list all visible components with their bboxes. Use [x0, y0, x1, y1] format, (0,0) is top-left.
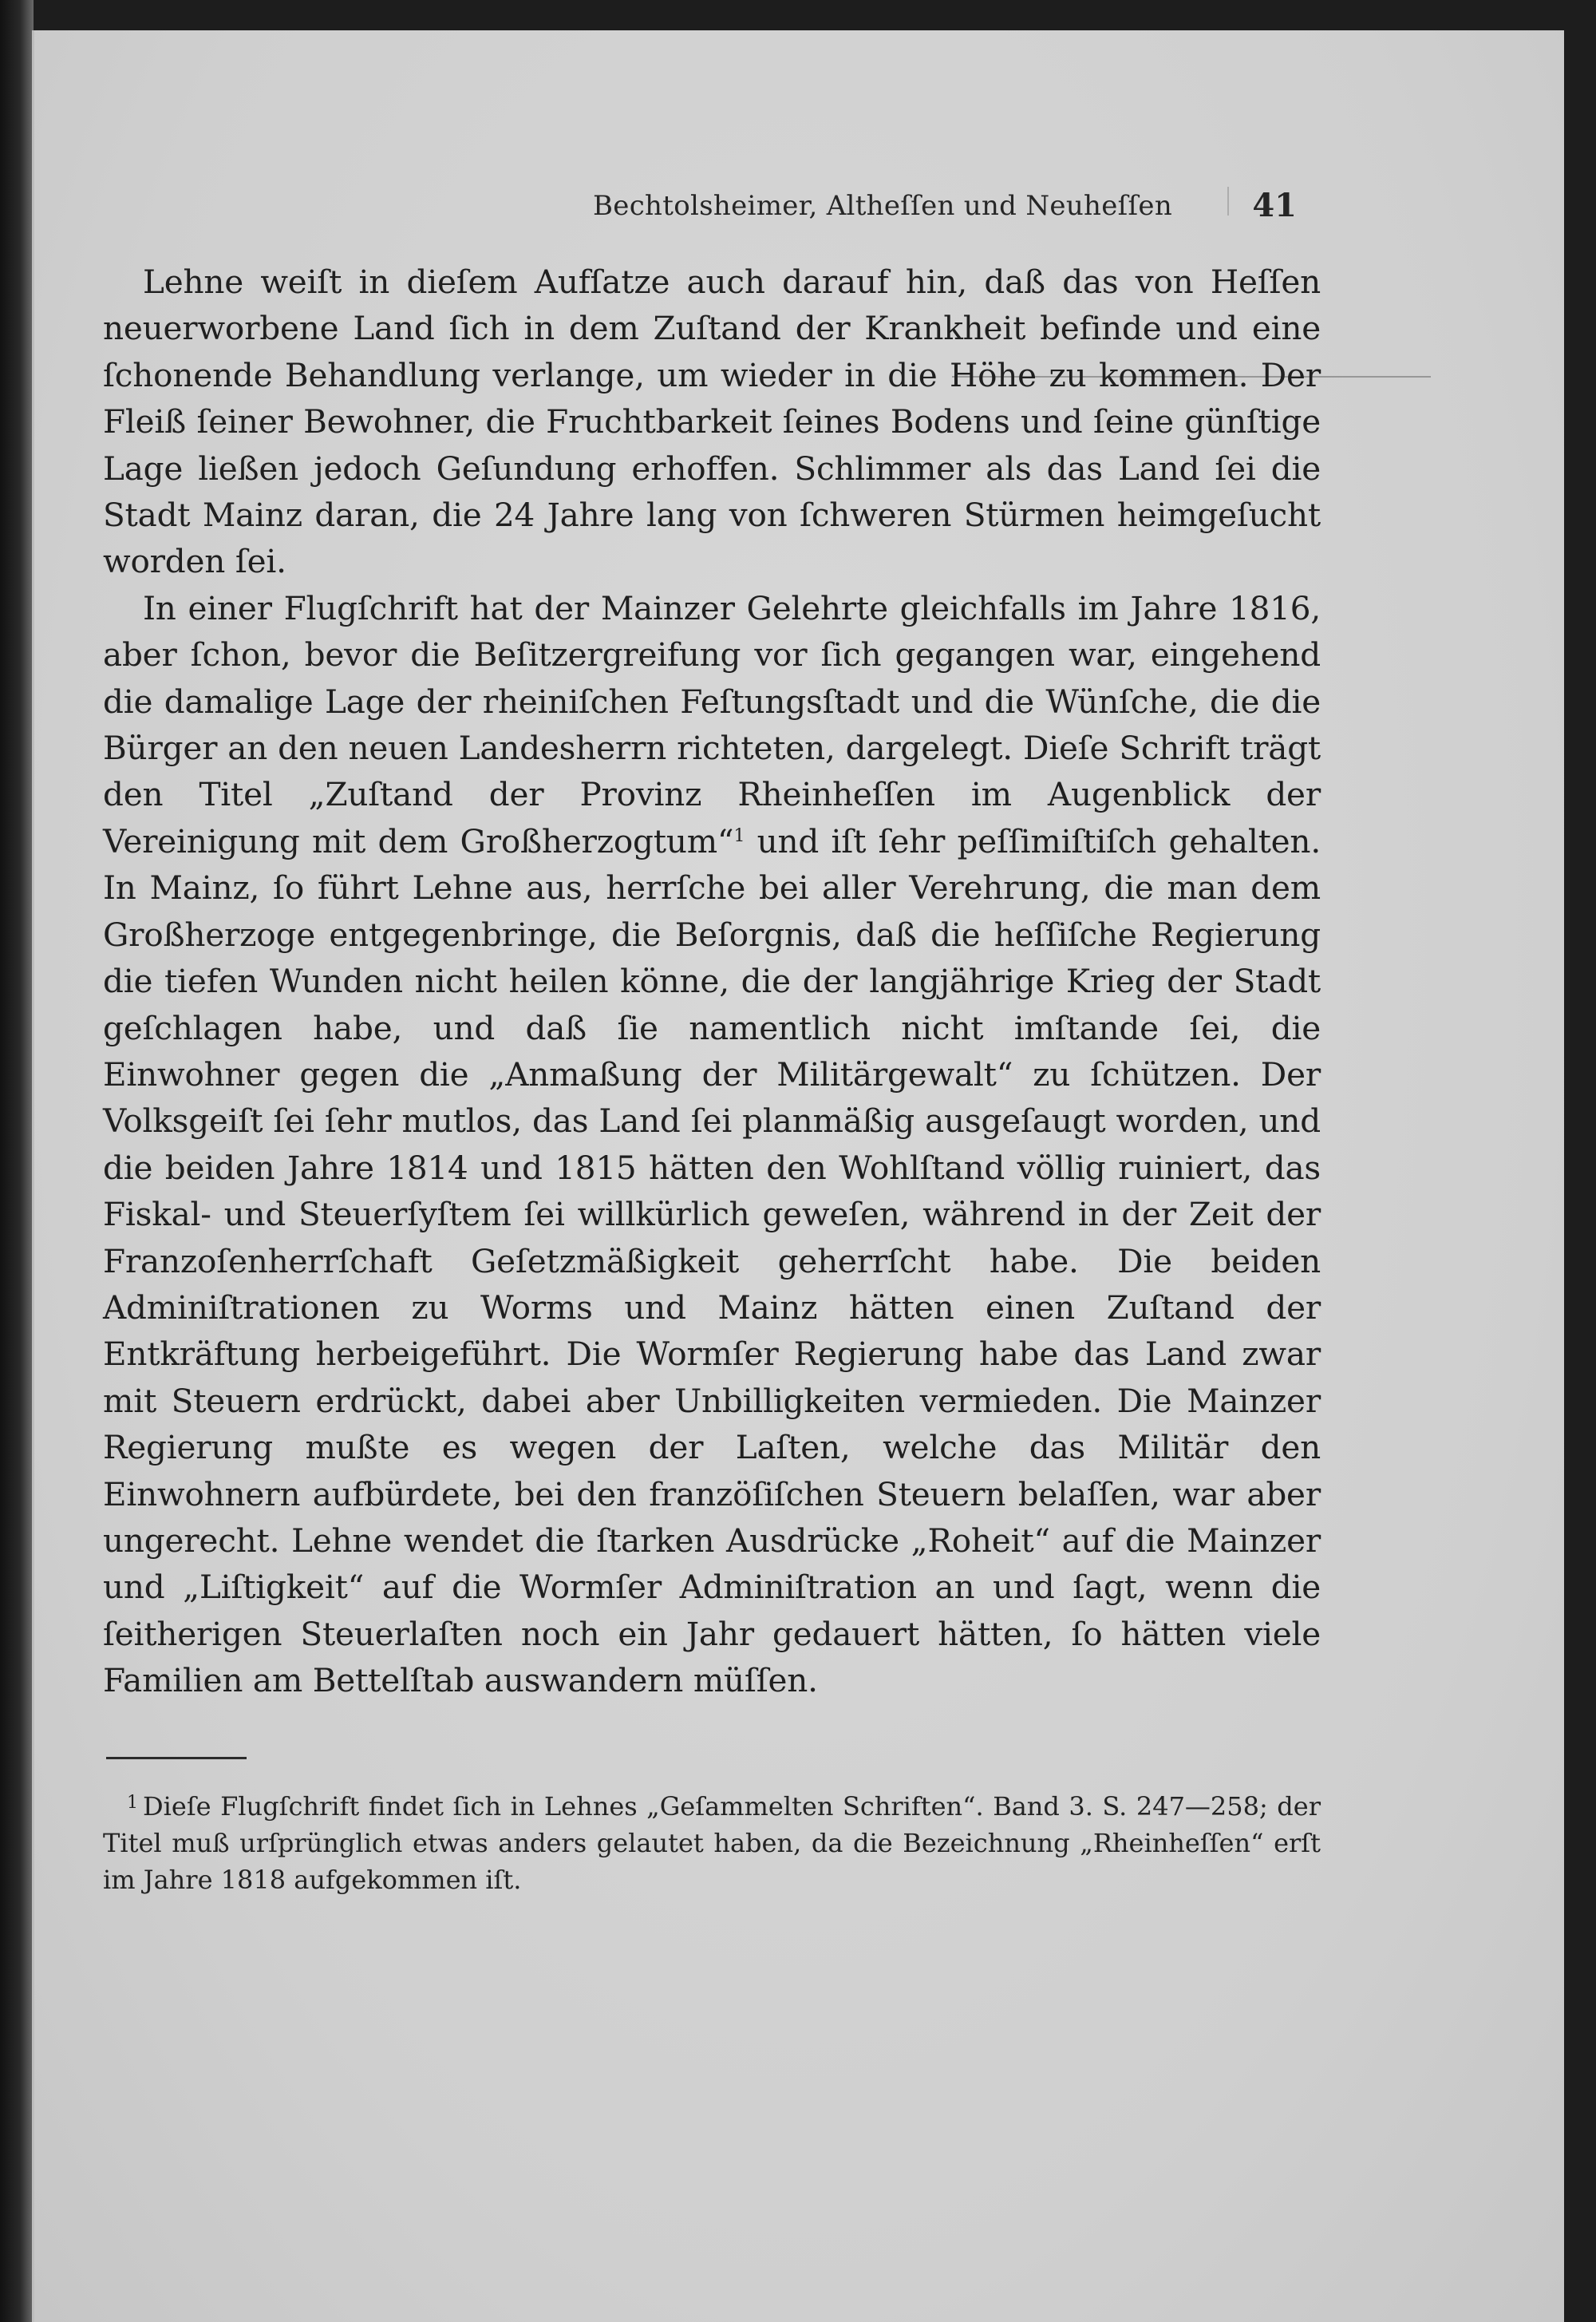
paragraph-text: und iſt ſehr peſſimiſtiſch gehalten. In Mainz, ſo führt Lehne aus, herrſche bei aller Verehrung, die man dem Großherzoge entgegenbringe, die Beſorgnis, daß die heſſiſche Regierung die tiefen Wunden nicht heilen könne, die der langjährige Krieg der Stadt geſchlagen habe, und daß ſie namentlich nicht imſtande ſei, die Einwohner gegen die „Anmaßung der Militärgewalt“ zu ſchützen. Der Volksgeiſt ſei ſehr mutlos, das Land ſei planmäßig ausgeſaugt worden, und die beiden Jahre 1814 und 1815 hätten den Wohlſtand völlig ruiniert, das Fiskal- und Steuerſyſtem ſei willkürlich geweſen, während in der Zeit der Franzoſenherrſchaft Geſetzmäßigkeit geherrſcht habe. Die beiden Adminiſtrationen zu Worms und Mainz hätten einen Zuſtand der Entkräftung herbeigeführt. Die Wormſer Regierung habe das Land zwar mit Steuern erdrückt, dabei aber Unbilligkeiten vermieden. Die Mainzer Regierung mußte es wegen der Laſten, welche das Militär den Einwohnern aufbürdete, bei den franzöſiſchen Steuern belaſſen, war aber ungerecht. Lehne wendet die ſtarken Ausdrücke „Roheit“ auf die Mainzer und „Liſtigkeit“ auf die Wormſer Adminiſtration an und ſagt, wenn die ſeitherigen Steuerlaſten noch ein Jahr gedauert hätten, ſo hätten viele Familien am Bettelſtab auswandern müſſen.	[103, 821, 1321, 1700]
page-number: 41	[1252, 187, 1297, 224]
main-text	[103, 259, 1321, 1704]
page-header	[593, 187, 1327, 230]
footnote-marker: 1	[127, 1793, 138, 1813]
paragraph	[103, 585, 1321, 1704]
book-page	[32, 30, 1564, 2322]
scan-border	[0, 0, 34, 2322]
paragraph-text: In einer Flugſchrift hat der Mainzer Gelehrte gleichfalls im Jahre 1816, aber ſchon, bevor die Beſitzergreifung vor ſich gegangen war, eingehend die damalige Lage der rheiniſchen Feſtungsſtadt und die Wünſche, die die Bürger an den neuen Landesherrn richteten, dargelegt. Dieſe Schrift trägt den Titel „Zuſtand der Provinz Rheinheſſen im Augenblick der Vereinigung mit dem Großherzogtum“	[103, 588, 1321, 860]
footnote-reference: 1	[733, 825, 745, 846]
footnote	[103, 1785, 1321, 1898]
footnote-divider	[106, 1757, 247, 1759]
running-head: Bechtolsheimer, Altheſſen und Neuheſſen	[593, 190, 1173, 222]
paragraph: Lehne weiſt in dieſem Aufſatze auch darauf hin, daß das von Heſſen neuerworbene Land ſich in dem Zuſtand der Krankheit befinde und eine ſchonende Behandlung verlange, um wieder in die Höhe zu kommen. Der Fleiß ſeiner Bewohner, die Fruchtbarkeit ſeines Bodens und ſeine günſtige Lage ließen jedoch Geſundung erhoffen. Schlimmer als das Land ſei die Stadt Mainz daran, die 24 Jahre lang von ſchweren Stürmen heimgeſucht worden ſei.	[103, 263, 1321, 581]
footnote-text: Dieſe Flugſchrift findet ſich in Lehnes „Geſammelten Schriften“. Band 3. S. 247—258; der Titel muß urſprünglich etwas anders gelautet haben, da die Bezeichnung „Rheinheſſen“ erſt im Jahre 1818 aufgekommen iſt.	[103, 1791, 1321, 1895]
footnotes	[103, 1785, 1321, 1898]
